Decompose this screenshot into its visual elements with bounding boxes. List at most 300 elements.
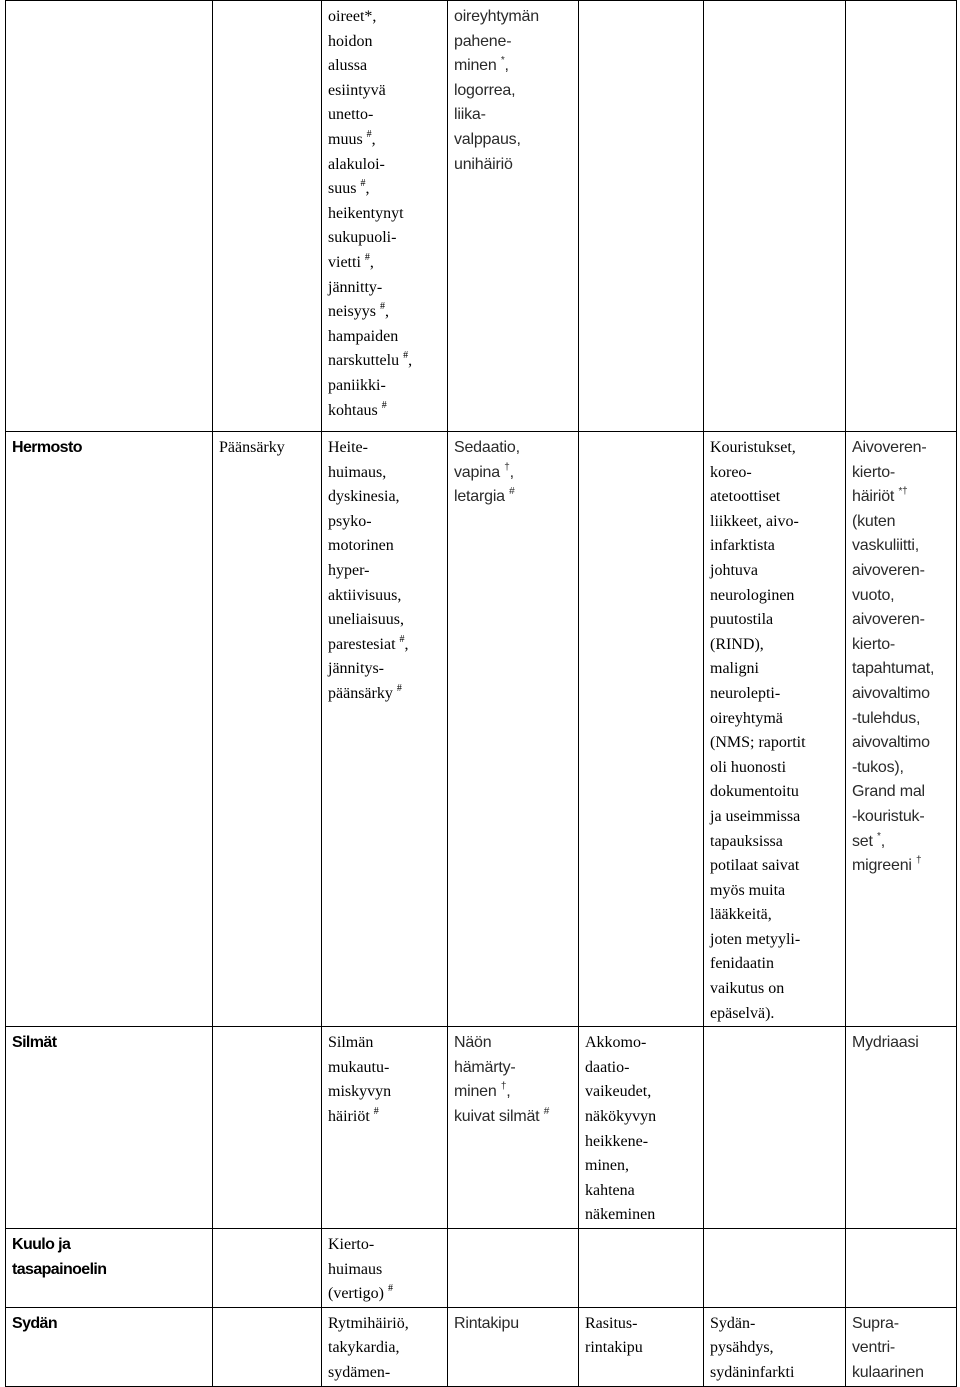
term-text: liikkeet, aivo- (710, 512, 799, 530)
cell-text-line (328, 79, 443, 104)
term-text: hoidon (328, 32, 373, 50)
term-text: neurolepti- (710, 684, 781, 702)
term-text: suus (328, 180, 357, 198)
term-text: takykardia, (328, 1339, 400, 1357)
term-text: huimaus (328, 1260, 383, 1278)
term-text: Näön (454, 1034, 492, 1052)
frequency-column-2-cell (322, 1027, 448, 1229)
cell-text-line (710, 461, 841, 486)
punctuation: , (365, 180, 370, 198)
term-text: oireet*, (328, 8, 377, 25)
term-text: (kuten (852, 512, 896, 530)
cell-text-line (710, 903, 841, 928)
frequency-column-3-cell (448, 432, 579, 1027)
term-text: kierto- (852, 635, 896, 653)
cell-text-line (328, 276, 443, 301)
term-text: muus (328, 130, 363, 148)
term-text: Heite- (328, 439, 368, 456)
cell-text-line (585, 1105, 699, 1130)
table-row (6, 432, 957, 1027)
cell-text-line (328, 300, 443, 325)
term-text: kierto- (852, 463, 896, 481)
term-text: pysähdys, (710, 1339, 774, 1357)
cell-text-line (710, 805, 841, 830)
term-text: daatio- (585, 1058, 630, 1076)
term-text: sydämen- (328, 1363, 391, 1381)
cell-text-line (454, 79, 574, 104)
frequency-column-3-cell (448, 1307, 579, 1386)
frequency-column-6-cell (846, 1307, 957, 1386)
cell-text-line (852, 854, 952, 879)
footnote-marker: # (381, 399, 387, 411)
term-text: heikentynyt (328, 204, 404, 222)
cell-text-line (852, 780, 952, 805)
term-text: näkeminen (585, 1206, 656, 1224)
term-text: rintakipu (585, 1339, 643, 1357)
term-text: dokumentoitu (710, 783, 799, 801)
frequency-column-4-cell (579, 1307, 704, 1386)
cell-text-line (328, 251, 443, 276)
term-text: tapahtumat, (852, 660, 935, 678)
cell-text-line (328, 1031, 443, 1056)
table-row (6, 1307, 957, 1386)
term-text: oireyhtymä (710, 709, 783, 727)
footnote-marker: # (364, 251, 370, 263)
cell-text-line (328, 153, 443, 178)
term-text: heikkene- (585, 1132, 649, 1150)
cell-text-line (454, 1031, 574, 1056)
cell-text-line (585, 1312, 699, 1337)
term-text: atetoottiset (710, 488, 781, 506)
cell-text-line (454, 1312, 574, 1337)
term-text: vietti (328, 253, 361, 271)
cell-text-line (328, 399, 443, 424)
term-text: mukautu- (328, 1058, 390, 1076)
cell-text-line (328, 1233, 443, 1258)
term-text: set (852, 832, 873, 850)
cell-text-line (328, 657, 443, 682)
cell-text-line (328, 682, 443, 707)
cell-text-line (328, 510, 443, 535)
term-text: kahtena (585, 1181, 635, 1199)
cell-text-line (328, 202, 443, 227)
organ-class-label: Silmät (12, 1034, 57, 1052)
term-text: häiriöt (852, 488, 895, 506)
frequency-column-1-cell (213, 1307, 322, 1386)
cell-text-line (454, 461, 574, 486)
cell-text-line (585, 1080, 699, 1105)
cell-text-line (852, 682, 952, 707)
cell-text-line (710, 633, 841, 658)
cell-text-line (585, 1336, 699, 1361)
frequency-column-4-cell (579, 1027, 704, 1229)
term-text: hampaiden (328, 327, 399, 345)
cell-text-line (454, 485, 574, 510)
frequency-column-5-cell (704, 1229, 846, 1308)
punctuation: , (504, 57, 509, 75)
cell-text-line (710, 510, 841, 535)
term-text: vapina (454, 463, 500, 481)
term-text: joten metyyli- (710, 930, 801, 948)
term-text: kulaarinen (852, 1363, 924, 1381)
cell-text-line (852, 534, 952, 559)
term-text: hyper- (328, 561, 370, 579)
cell-text-line (852, 1361, 952, 1386)
cell-text-line (852, 584, 952, 609)
frequency-column-6-cell (846, 1, 957, 432)
term-text: neisyys (328, 303, 376, 321)
term-text: näkökyvyn (585, 1108, 657, 1126)
term-text: myös muita (710, 881, 786, 899)
footnote-marker: # (399, 633, 405, 645)
term-text: psyko- (328, 512, 372, 530)
cell-text-line (852, 1031, 952, 1056)
frequency-column-6-cell (846, 1229, 957, 1308)
cell-text-line (454, 5, 574, 30)
term-text: lääkkeitä, (710, 906, 772, 924)
term-text: aivovaltimo (852, 734, 930, 752)
term-text: vuoto, (852, 586, 895, 604)
cell-text-line (328, 1080, 443, 1105)
frequency-column-5-cell (704, 432, 846, 1027)
punctuation: , (506, 1083, 511, 1101)
cell-text-line (852, 707, 952, 732)
cell-text-line (710, 584, 841, 609)
cell-text-line (328, 534, 443, 559)
term-text: puutostila (710, 611, 774, 629)
term-text: alakuloi- (328, 155, 385, 173)
cell-text-line (852, 461, 952, 486)
term-text: Rasitus- (585, 1314, 638, 1332)
cell-text-line (710, 608, 841, 633)
frequency-column-4-cell (579, 1229, 704, 1308)
cell-text-line (328, 374, 443, 399)
cell-text-line (454, 30, 574, 55)
cell-text-line (710, 780, 841, 805)
frequency-column-6-cell (846, 1027, 957, 1229)
cell-text-line (852, 731, 952, 756)
term-text: esiintyvä (328, 81, 386, 99)
footnote-marker: # (366, 128, 372, 140)
cell-text-line (852, 559, 952, 584)
cell-text-line (852, 510, 952, 535)
footnote-marker: # (543, 1106, 550, 1118)
cell-text-line (454, 54, 574, 79)
footnote-marker: # (403, 350, 409, 362)
frequency-column-2-cell (322, 1229, 448, 1308)
cell-text-line (328, 584, 443, 609)
term-text: Silmän (328, 1034, 374, 1052)
footnote-marker: † (500, 1081, 507, 1093)
cell-text-line (852, 756, 952, 781)
term-text: minen (454, 1083, 497, 1101)
term-text: paniikki- (328, 376, 386, 394)
punctuation: , (404, 635, 409, 653)
cell-text-line (328, 608, 443, 633)
term-text: Kouristukset, (710, 439, 796, 456)
cell-text-line (328, 559, 443, 584)
term-text: oireyhtymän (454, 8, 539, 25)
term-text: (RIND), (710, 635, 764, 653)
cell-text-line (454, 1105, 574, 1130)
term-text: tapauksissa (710, 832, 783, 850)
frequency-column-3-cell (448, 1, 579, 432)
cell-text-line (585, 1203, 699, 1228)
term-text: dyskinesia, (328, 488, 400, 506)
frequency-column-3-cell (448, 1229, 579, 1308)
term-text: hämärty- (454, 1058, 516, 1076)
cell-text-line (328, 30, 443, 55)
cell-text-line (852, 633, 952, 658)
cell-text-line (710, 559, 841, 584)
term-text: vaikeudet, (585, 1083, 652, 1101)
cell-text-line (710, 1336, 841, 1361)
cell-text-line (219, 436, 317, 461)
term-text: Mydriaasi (852, 1034, 919, 1052)
cell-text-line (585, 1179, 699, 1204)
cell-text-line (710, 707, 841, 732)
footnote-marker: † (916, 855, 922, 867)
term-text: sydäninfarkti (710, 1363, 795, 1381)
footnote-marker: # (387, 1283, 393, 1295)
organ-class-cell (6, 1229, 213, 1308)
punctuation: , (385, 303, 389, 321)
cell-text-line (852, 830, 952, 855)
term-text: minen, (585, 1157, 629, 1175)
adverse-effects-table (5, 0, 957, 1387)
footnote-marker: # (396, 682, 402, 694)
term-text: kohtaus (328, 401, 378, 419)
term-text: aivovaltimo (852, 684, 930, 702)
frequency-column-3-cell (448, 1027, 579, 1229)
term-text: Sedaatio, (454, 439, 520, 456)
term-text: aktiivisuus, (328, 586, 402, 604)
cell-text-line (852, 485, 952, 510)
term-text: neurologinen (710, 586, 795, 604)
term-text: Supra- (852, 1314, 899, 1332)
cell-text-line (328, 349, 443, 374)
punctuation: , (509, 463, 514, 481)
term-text: potilaat saivat (710, 857, 800, 875)
term-text: ja useimmissa (710, 807, 801, 825)
cell-text-line (710, 657, 841, 682)
term-text: Aivoveren- (852, 439, 927, 456)
term-text: epäselvä). (710, 1004, 775, 1022)
organ-class-cell (6, 1, 213, 432)
cell-text-line (454, 436, 574, 461)
footnote-marker: # (380, 301, 385, 313)
term-text: Akkomo- (585, 1034, 647, 1052)
term-text: alussa (328, 57, 368, 75)
term-text: koreo- (710, 463, 752, 481)
cell-text-line (454, 128, 574, 153)
footnote-marker: * (500, 55, 505, 67)
table-row (6, 1, 957, 432)
frequency-column-1-cell (213, 1, 322, 432)
cell-text-line (710, 534, 841, 559)
table-row (6, 1027, 957, 1229)
frequency-column-1-cell (213, 432, 322, 1027)
term-text: Grand mal (852, 783, 925, 801)
frequency-column-4-cell (579, 432, 704, 1027)
cell-text-line (852, 1336, 952, 1361)
organ-class-cell (6, 1307, 213, 1386)
cell-text-line (328, 54, 443, 79)
cell-text-line (710, 854, 841, 879)
term-text: -tukos), (852, 758, 904, 776)
organ-class-label: tasapainoelin (12, 1260, 107, 1278)
punctuation: , (408, 352, 413, 370)
term-text: (vertigo) (328, 1285, 384, 1303)
table-row (6, 1229, 957, 1308)
frequency-column-2-cell (322, 1, 448, 432)
footnote-marker: † (504, 461, 510, 473)
term-text: Rintakipu (454, 1314, 519, 1332)
cell-text-line (710, 977, 841, 1002)
cell-text-line (328, 485, 443, 510)
cell-text-line (328, 325, 443, 350)
frequency-column-1-cell (213, 1027, 322, 1229)
cell-text-line (328, 461, 443, 486)
organ-class-label: Sydän (12, 1314, 58, 1332)
term-text: minen (454, 57, 497, 75)
cell-text-line (585, 1154, 699, 1179)
cell-text-line (710, 1312, 841, 1337)
term-text: maligni (710, 660, 759, 678)
cell-text-line (710, 485, 841, 510)
term-text: johtuva (710, 561, 758, 579)
organ-class-cell (6, 432, 213, 1027)
term-text: oli huonosti (710, 758, 787, 776)
cell-text-line (710, 756, 841, 781)
frequency-column-4-cell (579, 1, 704, 432)
term-text: narskuttelu (328, 352, 400, 370)
cell-text-line (454, 1056, 574, 1081)
cell-text-line (852, 805, 952, 830)
cell-text-line (585, 1056, 699, 1081)
cell-text-line (710, 928, 841, 953)
cell-text-line (328, 1282, 443, 1307)
cell-text-line (328, 1258, 443, 1283)
cell-text-line (585, 1130, 699, 1155)
term-text: vaskuliitti, (852, 537, 919, 555)
footnote-marker: * (877, 830, 881, 842)
cell-text-line (454, 103, 574, 128)
term-text: uneliaisuus, (328, 611, 404, 629)
term-text: päänsärky (328, 684, 393, 702)
footnote-marker: # (509, 486, 515, 498)
term-text: liika- (454, 106, 486, 124)
term-text: logorrea, (454, 81, 516, 99)
term-text: unihäiriö (454, 155, 513, 173)
term-text: huimaus, (328, 463, 387, 481)
punctuation: , (880, 832, 885, 850)
cell-text-line (328, 5, 443, 30)
punctuation: , (371, 130, 376, 148)
cell-text-line (710, 682, 841, 707)
cell-text-line (710, 731, 841, 756)
term-text: -tulehdus, (852, 709, 921, 727)
cell-text-line (328, 128, 443, 153)
term-text: jännitys- (328, 660, 384, 678)
term-text: jännitty- (328, 278, 383, 296)
cell-text-line (328, 1361, 443, 1386)
cell-text-line (454, 1080, 574, 1105)
punctuation: , (369, 253, 374, 271)
cell-text-line (852, 608, 952, 633)
term-text: sukupuoli- (328, 229, 397, 247)
cell-text-line (852, 657, 952, 682)
cell-text-line (328, 103, 443, 128)
term-text: häiriöt (328, 1108, 370, 1126)
footnote-marker: # (373, 1106, 379, 1118)
term-text: motorinen (328, 537, 394, 555)
term-text: pahene- (454, 32, 512, 50)
cell-text-line (852, 1312, 952, 1337)
cell-text-line (328, 1336, 443, 1361)
term-text: Päänsärky (219, 439, 285, 456)
cell-text-line (328, 1105, 443, 1130)
frequency-column-2-cell (322, 1307, 448, 1386)
term-text: aivoveren- (852, 611, 925, 629)
cell-text-line (328, 633, 443, 658)
term-text: (NMS; raportit (710, 734, 806, 752)
term-text: aivoveren- (852, 561, 925, 579)
cell-text-line (710, 436, 841, 461)
term-text: letargia (454, 488, 505, 506)
term-text: infarktista (710, 537, 775, 555)
organ-class-label: Hermosto (12, 439, 82, 456)
cell-text-line (328, 1056, 443, 1081)
cell-text-line (328, 436, 443, 461)
cell-text-line (328, 1312, 443, 1337)
table-wrapper (5, 0, 957, 1387)
table-body (6, 1, 957, 1387)
frequency-column-5-cell (704, 1307, 846, 1386)
term-text: -kouristuk- (852, 807, 925, 825)
cell-text-line (710, 879, 841, 904)
frequency-column-1-cell (213, 1229, 322, 1308)
term-text: miskyvyn (328, 1083, 392, 1101)
frequency-column-2-cell (322, 432, 448, 1027)
footnote-marker: # (360, 178, 366, 190)
frequency-column-5-cell (704, 1027, 846, 1229)
organ-class-label: Kuulo ja (12, 1236, 71, 1253)
cell-text-line (710, 1002, 841, 1027)
cell-text-line (852, 436, 952, 461)
frequency-column-6-cell (846, 432, 957, 1027)
organ-class-cell (6, 1027, 213, 1229)
cell-text-line (710, 1361, 841, 1386)
cell-text-line (710, 952, 841, 977)
term-text: parestesiat (328, 635, 396, 653)
cell-text-line (710, 830, 841, 855)
term-text: Kierto- (328, 1236, 375, 1253)
term-text: ventri- (852, 1339, 896, 1357)
term-text: Rytmihäiriö, (328, 1314, 409, 1332)
frequency-column-5-cell (704, 1, 846, 432)
term-text: kuivat silmät (454, 1108, 540, 1126)
term-text: migreeni (852, 857, 912, 875)
term-text: unetto- (328, 106, 374, 124)
term-text: Sydän- (710, 1314, 756, 1332)
cell-text-line (328, 177, 443, 202)
term-text: vaikutus on (710, 980, 785, 998)
term-text: fenidaatin (710, 955, 774, 973)
term-text: valppaus, (454, 130, 521, 148)
cell-text-line (328, 226, 443, 251)
footnote-marker: *† (898, 486, 908, 498)
